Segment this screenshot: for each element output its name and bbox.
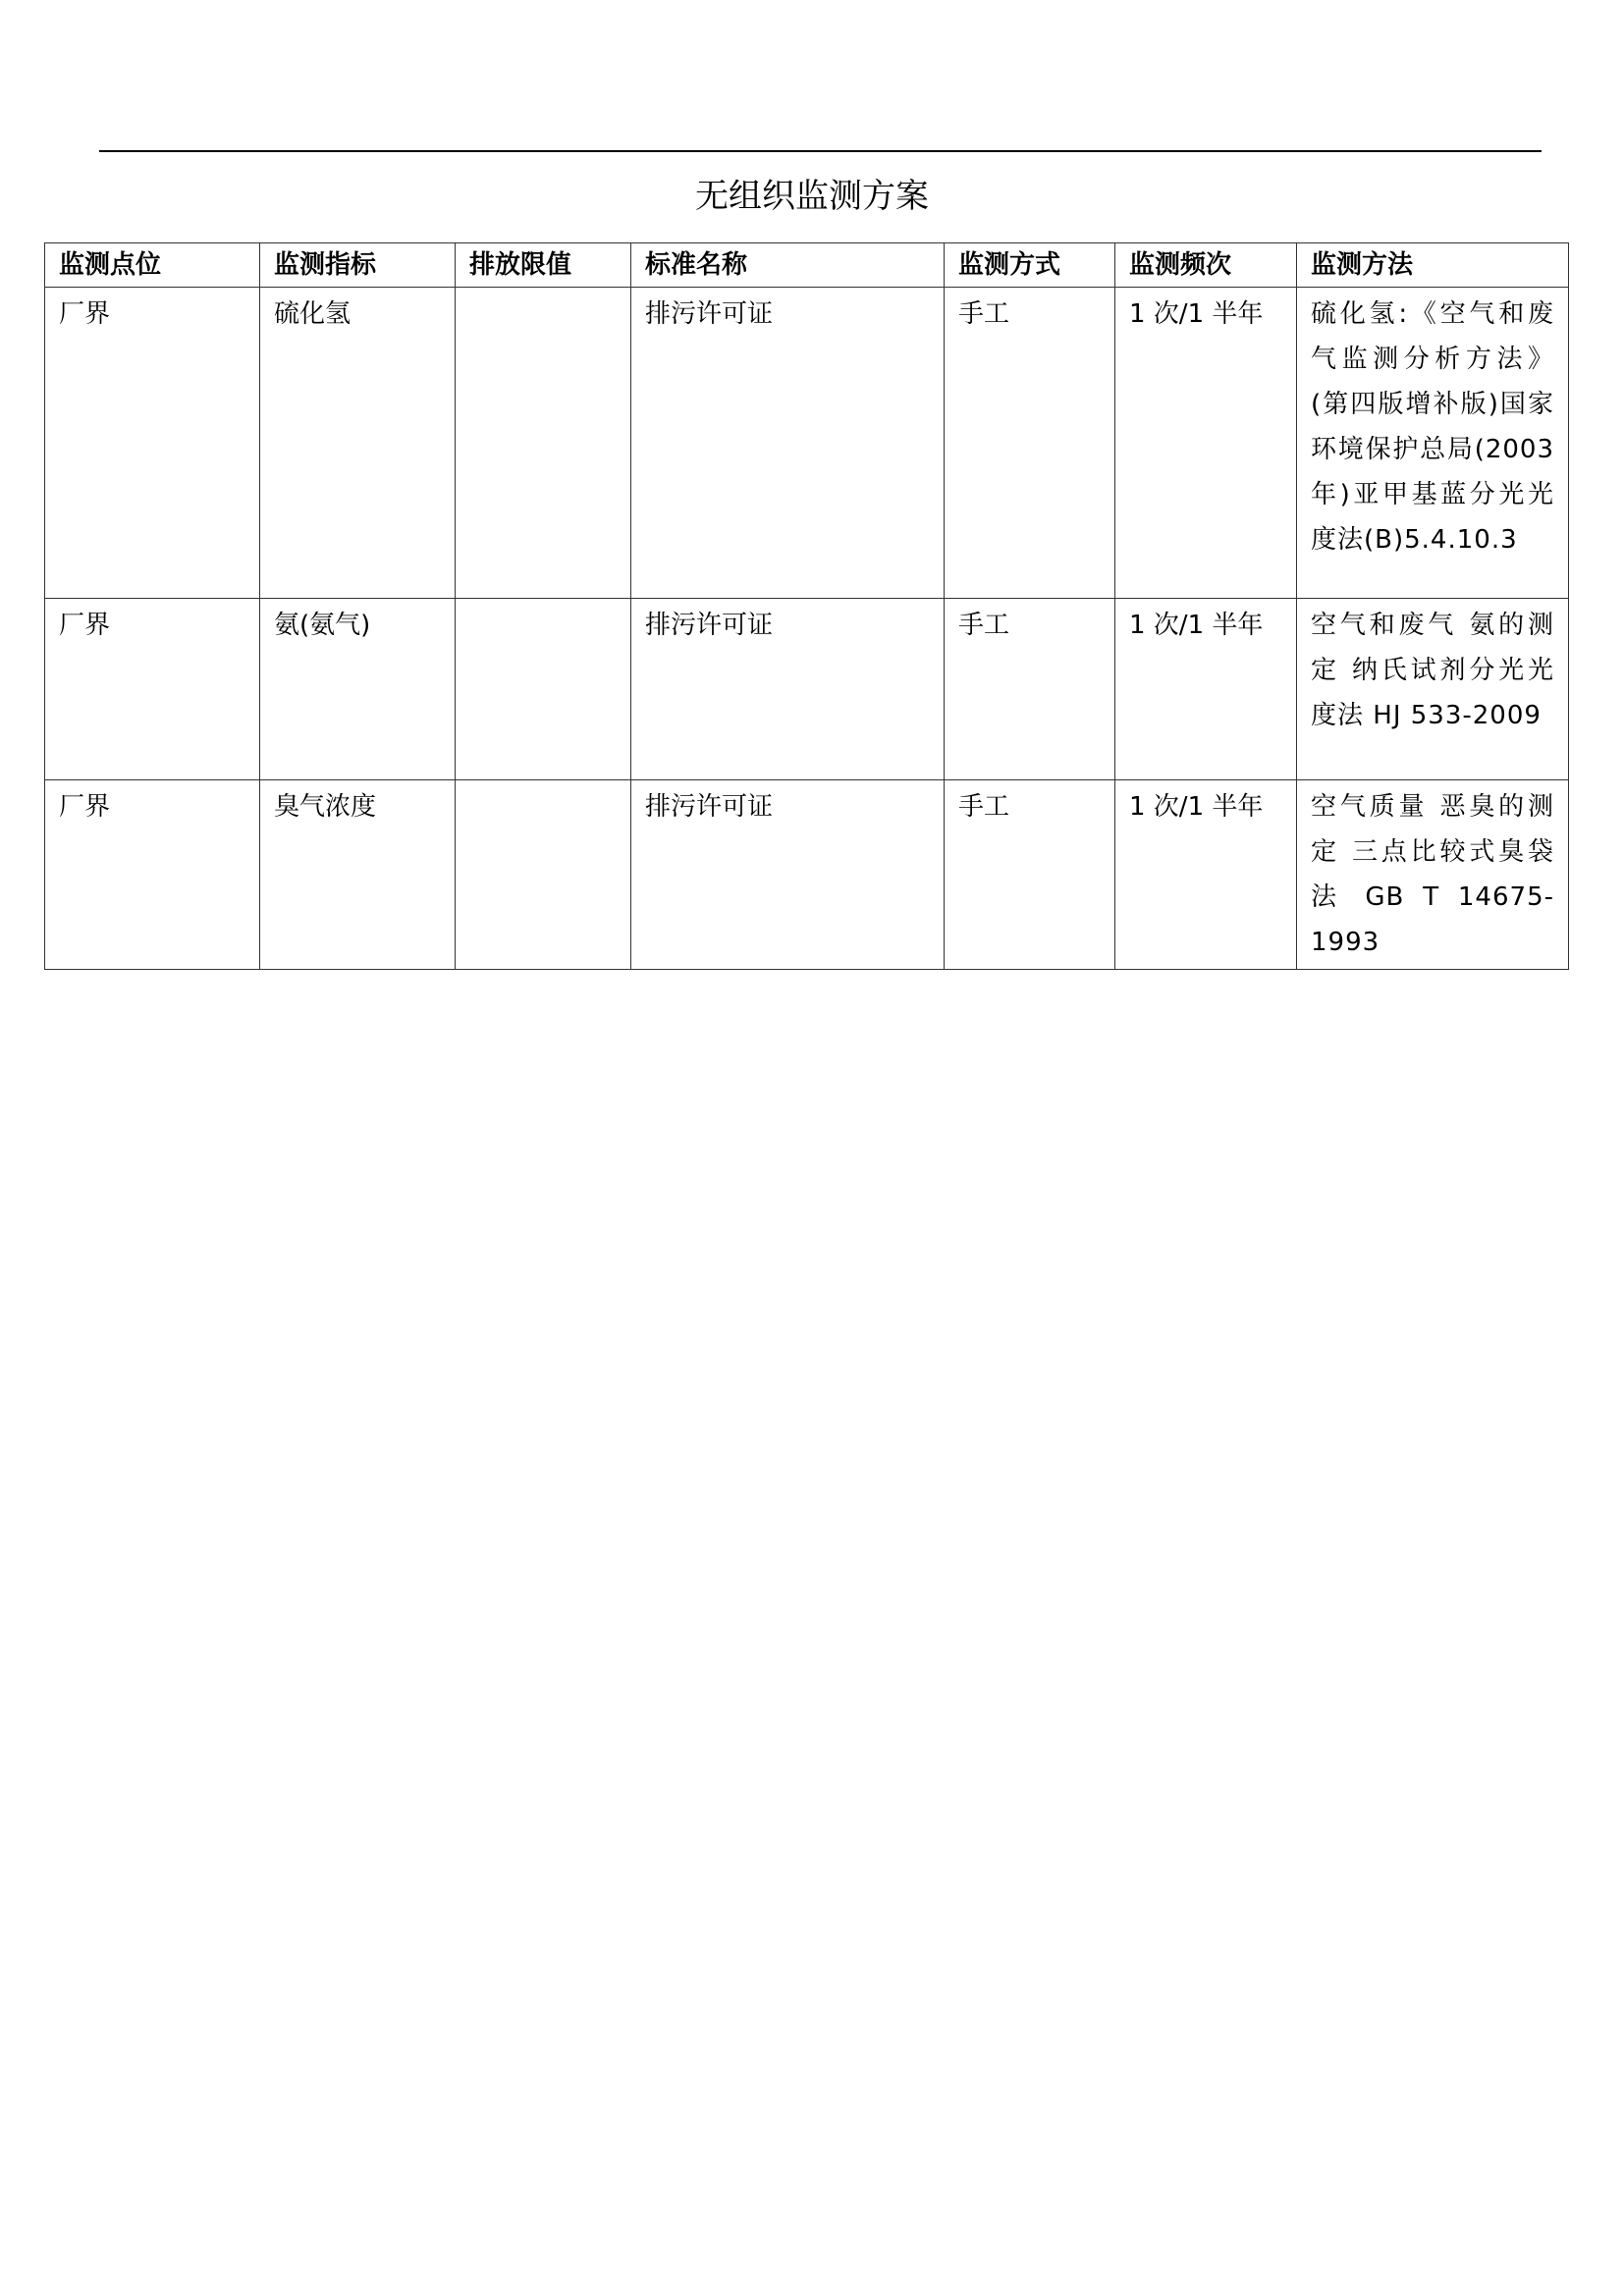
cell-indicator: 硫化氢 [260, 288, 456, 599]
cell-limit [456, 288, 631, 599]
cell-frequency: 1 次/1 半年 [1115, 288, 1297, 599]
cell-standard: 排污许可证 [631, 288, 945, 599]
cell-limit [456, 780, 631, 970]
table-row [45, 599, 1569, 780]
cell-location: 厂界 [45, 780, 260, 970]
cell-location: 厂界 [45, 288, 260, 599]
header-rule [99, 150, 1542, 152]
cell-frequency: 1 次/1 半年 [1115, 599, 1297, 780]
header-indicator: 监测指标 [260, 243, 456, 288]
cell-frequency: 1 次/1 半年 [1115, 780, 1297, 970]
cell-mode: 手工 [945, 288, 1115, 599]
cell-standard: 排污许可证 [631, 599, 945, 780]
cell-method: 空气和废气 氨的测定 纳氏试剂分光光度法 HJ 533-2009 [1297, 599, 1569, 780]
header-standard: 标准名称 [631, 243, 945, 288]
cell-limit [456, 599, 631, 780]
cell-mode: 手工 [945, 599, 1115, 780]
cell-indicator: 氨(氨气) [260, 599, 456, 780]
cell-indicator: 臭气浓度 [260, 780, 456, 970]
header-method: 监测方法 [1297, 243, 1569, 288]
monitoring-plan-table [44, 242, 1569, 970]
cell-method: 空气质量 恶臭的测定 三点比较式臭袋法 GB T 14675-1993 [1297, 780, 1569, 970]
header-mode: 监测方式 [945, 243, 1115, 288]
header-limit: 排放限值 [456, 243, 631, 288]
header-location: 监测点位 [45, 243, 260, 288]
document-title: 无组织监测方案 [695, 177, 929, 216]
table-row [45, 288, 1569, 599]
table-row [45, 780, 1569, 970]
cell-method: 硫化氢:《空气和废气监测分析方法》(第四版增补版)国家环境保护总局(2003 年)亚甲基蓝分光光度法(B)5.4.10.3 [1297, 288, 1569, 599]
cell-mode: 手工 [945, 780, 1115, 970]
cell-location: 厂界 [45, 599, 260, 780]
cell-standard: 排污许可证 [631, 780, 945, 970]
table-header-row [45, 243, 1569, 288]
header-frequency: 监测频次 [1115, 243, 1297, 288]
